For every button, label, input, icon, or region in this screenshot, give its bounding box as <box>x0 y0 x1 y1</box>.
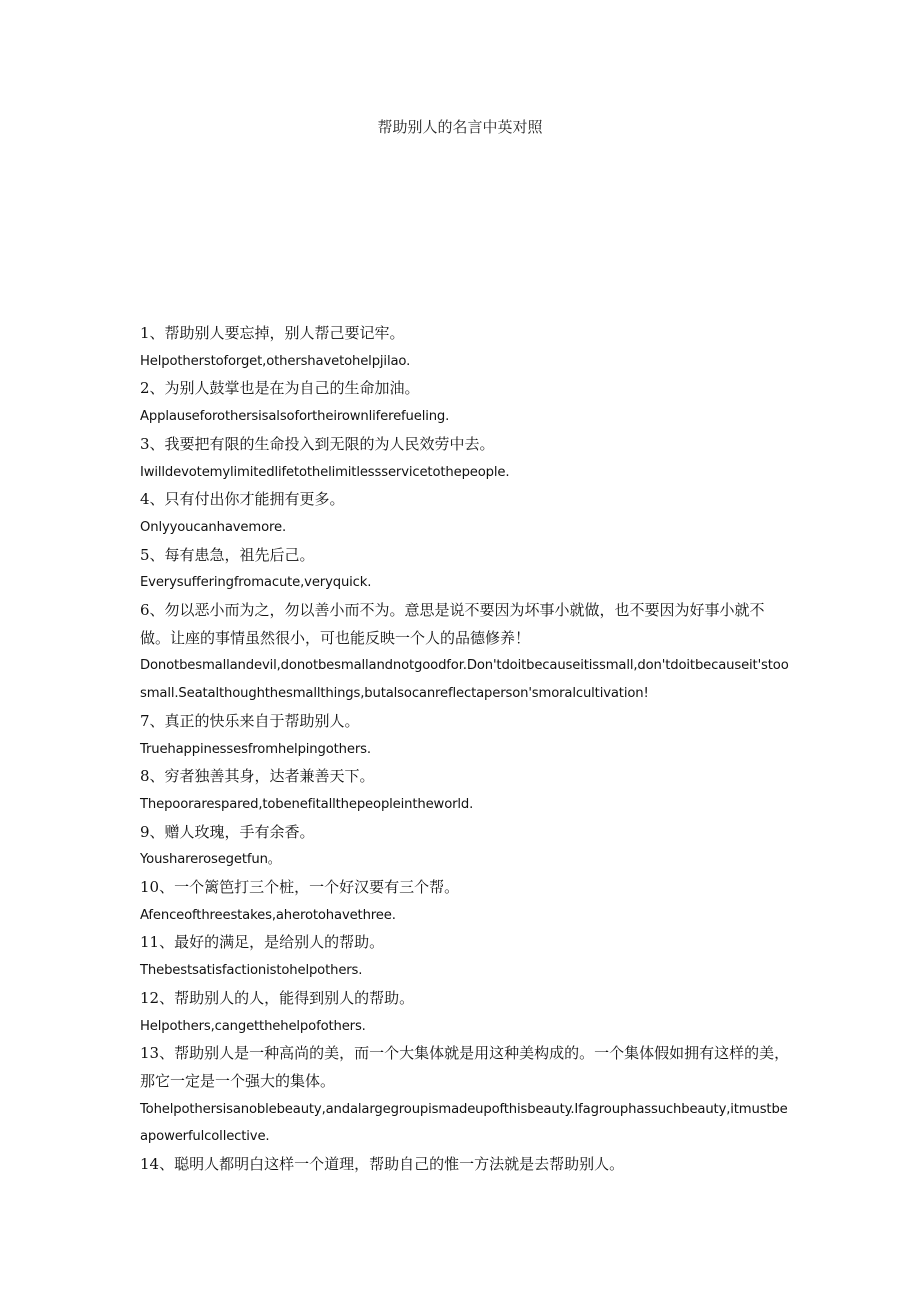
quote-chinese: 14、聪明人都明白这样一个道理，帮助自己的惟一方法就是去帮助别人。 <box>140 1155 625 1174</box>
quote-english: Helpotherstoforget,othershavetohelpjilao. <box>140 353 411 369</box>
quote-entry-8 <box>140 763 790 818</box>
quote-english: Yousharerosegetfun。 <box>140 852 281 868</box>
quote-chinese: 1、帮助别人要忘掉，别人帮己要记牢。 <box>140 324 405 342</box>
quote-chinese: 11、最好的满足，是给别人的帮助。 <box>140 933 385 952</box>
quote-english: Helpothers,cangetthehelpofothers. <box>140 1018 366 1034</box>
quote-entry-1 <box>140 320 790 375</box>
quote-english: Onlyyoucanhavemore. <box>140 519 286 535</box>
quote-entry-2 <box>140 375 790 430</box>
quote-chinese: 9、赠人玫瑰，手有余香。 <box>140 822 315 841</box>
quote-english: Everysufferingfromacute,veryquick. <box>140 575 372 591</box>
quote-chinese: 10、一个篱笆打三个桩，一个好汉要有三个帮。 <box>140 878 460 897</box>
quote-chinese: 8、穷者独善其身，达者兼善天下。 <box>140 767 375 786</box>
quote-english: Afenceofthreestakes,aherotohavethree. <box>140 907 396 923</box>
quote-entry-12 <box>140 985 790 1040</box>
quote-entry-4 <box>140 486 790 541</box>
quote-list <box>140 320 790 1179</box>
quote-chinese: 4、只有付出你才能拥有更多。 <box>140 490 345 509</box>
quote-entry-6 <box>140 597 790 708</box>
quote-chinese: 7、真正的快乐来自于帮助别人。 <box>140 711 360 730</box>
quote-entry-13 <box>140 1040 790 1151</box>
quote-english: Thepoorarespared,tobenefitallthepeopleintheworld. <box>140 796 474 812</box>
quote-chinese: 3、我要把有限的生命投入到无限的为人民效劳中去。 <box>140 434 495 453</box>
quote-entry-10 <box>140 874 790 929</box>
quote-english: Tohelpothersisanoblebeauty,andalargegroupismadeupofthisbeauty.Ifagrouphassuchbeauty,itmustbeapowerfulcollective. <box>140 1101 788 1145</box>
quote-chinese: 6、勿以恶小而为之，勿以善小而不为。意思是说不要因为坏事小就做，也不要因为好事小就不做。让座的事情虽然很小，可也能反映一个人的品德修养！ <box>140 601 765 647</box>
quote-chinese: 13、帮助别人是一种高尚的美，而一个大集体就是用这种美构成的。一个集体假如拥有这样的美，那它一定是一个强大的集体。 <box>140 1044 790 1090</box>
quote-english: Donotbesmallandevil,donotbesmallandnotgoodfor.Don'tdoitbecauseitissmall,don'tdoitbecauseit'stoosmall.Seatalthoughthesmallthings,butalsocanreflectaperson'smoralcultivation! <box>140 658 789 702</box>
quote-chinese: 2、为别人鼓掌也是在为自己的生命加油。 <box>140 379 420 398</box>
quote-english: Iwilldevotemylimitedlifetothelimitlessservicetothepeople. <box>140 464 510 480</box>
page-title: 帮助别人的名言中英对照 <box>377 118 543 136</box>
quote-entry-3 <box>140 431 790 486</box>
quote-english: Applauseforothersisalsofortheirownliferefueling. <box>140 409 450 425</box>
quote-entry-9 <box>140 819 790 874</box>
quote-entry-5 <box>140 542 790 597</box>
quote-chinese: 5、每有患急，祖先后己。 <box>140 545 315 564</box>
quote-entry-11 <box>140 929 790 984</box>
quote-chinese: 12、帮助别人的人，能得到别人的帮助。 <box>140 988 415 1007</box>
quote-english: Truehappinessesfromhelpingothers. <box>140 741 371 757</box>
quote-entry-7 <box>140 708 790 763</box>
quote-entry-14 <box>140 1151 790 1179</box>
quote-english: Thebestsatisfactionistohelpothers. <box>140 963 363 979</box>
